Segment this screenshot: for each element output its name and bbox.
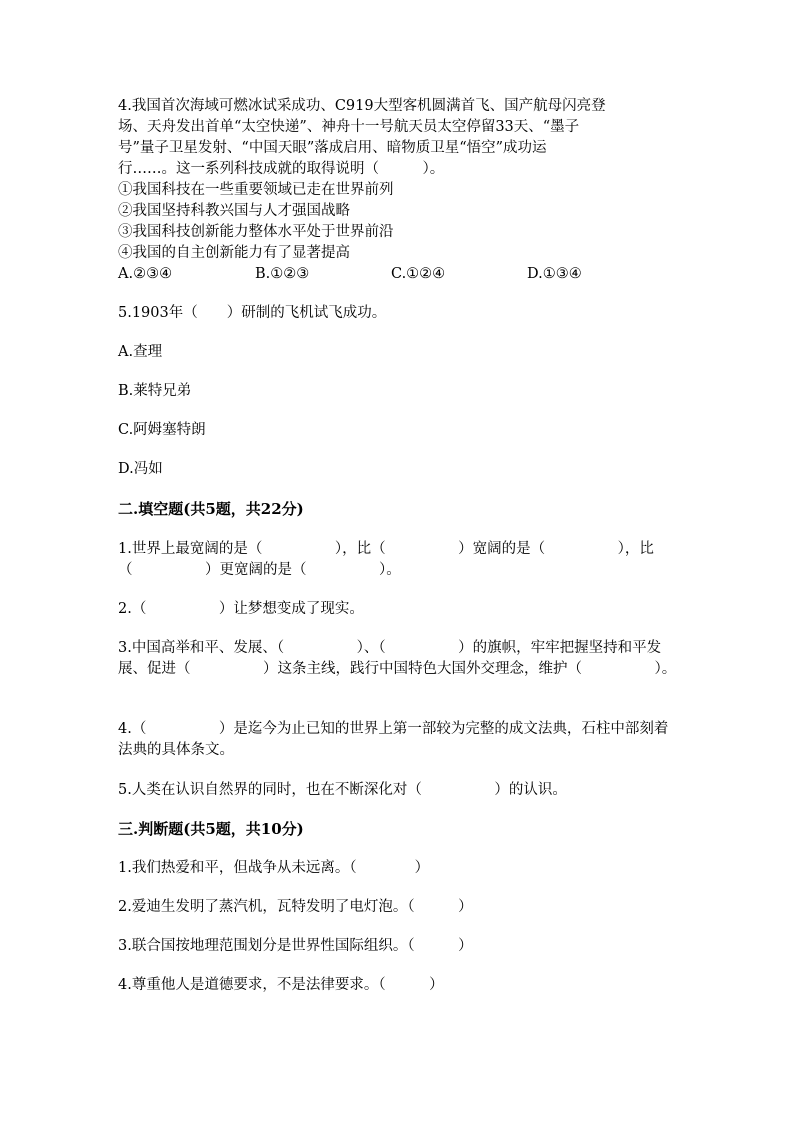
q4-statement: ②我国坚持科教兴国与人才强国战略 bbox=[118, 203, 350, 219]
fill-item-2: 2.（ ）让梦想变成了现实。 bbox=[118, 601, 364, 617]
q4-statement: ③我国科技创新能力整体水平处于世界前沿 bbox=[118, 224, 394, 240]
section-2-title: 二.填空题(共5题，共22分) bbox=[118, 500, 304, 518]
q5-option-c: C.阿姆塞特朗 bbox=[118, 422, 206, 438]
q4-line: 4.我国首次海域可燃冰试采成功、C919大型客机圆满首飞、国产航母闪亮登 bbox=[118, 98, 606, 114]
fill-item-1: 1.世界上最宽阔的是（ ），比（ ）宽阔的是（ ），比（ ）更宽阔的是（ ）。 bbox=[118, 541, 654, 578]
q4-line: 行……。这一系列科技成就的取得说明（ ）。 bbox=[118, 161, 445, 177]
q5-stem: 5.1903年（ ）研制的飞机试飞成功。 bbox=[118, 305, 387, 321]
q4-statement: ④我国的自主创新能力有了显著提高 bbox=[118, 245, 350, 261]
q4-line: 场、天舟发出首单“太空快递”、神舟十一号航天员太空停留33天、“墨子 bbox=[118, 119, 580, 135]
q5-option-d: D.冯如 bbox=[118, 461, 163, 477]
q4-option-b: B.①②③ bbox=[255, 266, 310, 282]
fill-item-5: 5.人类在认识自然界的同时，也在不断深化对（ ）的认识。 bbox=[118, 782, 567, 798]
section-3-title: 三.判断题(共5题，共10分) bbox=[118, 820, 304, 838]
q4-option-c: C.①②④ bbox=[391, 266, 446, 282]
judge-item-2: 2.爱迪生发明了蒸汽机，瓦特发明了电灯泡。（ ） bbox=[118, 899, 473, 915]
fill-item-4: 4.（ ）是迄今为止已知的世界上第一部较为完整的成文法典，石柱中部刻着法典的具体条文。 bbox=[118, 721, 669, 758]
q4-statement: ①我国科技在一些重要领域已走在世界前列 bbox=[118, 182, 394, 198]
judge-item-1: 1.我们热爱和平，但战争从未远离。（ ） bbox=[118, 860, 430, 876]
q4-option-d: D.①③④ bbox=[527, 266, 582, 282]
q5-option-a: A.查理 bbox=[118, 344, 163, 360]
judge-item-4: 4.尊重他人是道德要求，不是法律要求。（ ） bbox=[118, 977, 444, 993]
judge-item-3: 3.联合国按地理范围划分是世界性国际组织。（ ） bbox=[118, 938, 473, 954]
q4-option-a: A.②③④ bbox=[118, 266, 173, 282]
fill-item-3: 3.中国高举和平、发展、（ ）、（ ）的旗帜，牢牢把握坚持和平发展、促进（ ）这条主线，践行中国特色大国外交理念，维护（ ）。 bbox=[118, 640, 677, 677]
q4-line: 号”量子卫星发射、“中国天眼”落成启用、暗物质卫星“悟空”成功运 bbox=[118, 140, 547, 156]
q5-option-b: B.莱特兄弟 bbox=[118, 383, 192, 399]
